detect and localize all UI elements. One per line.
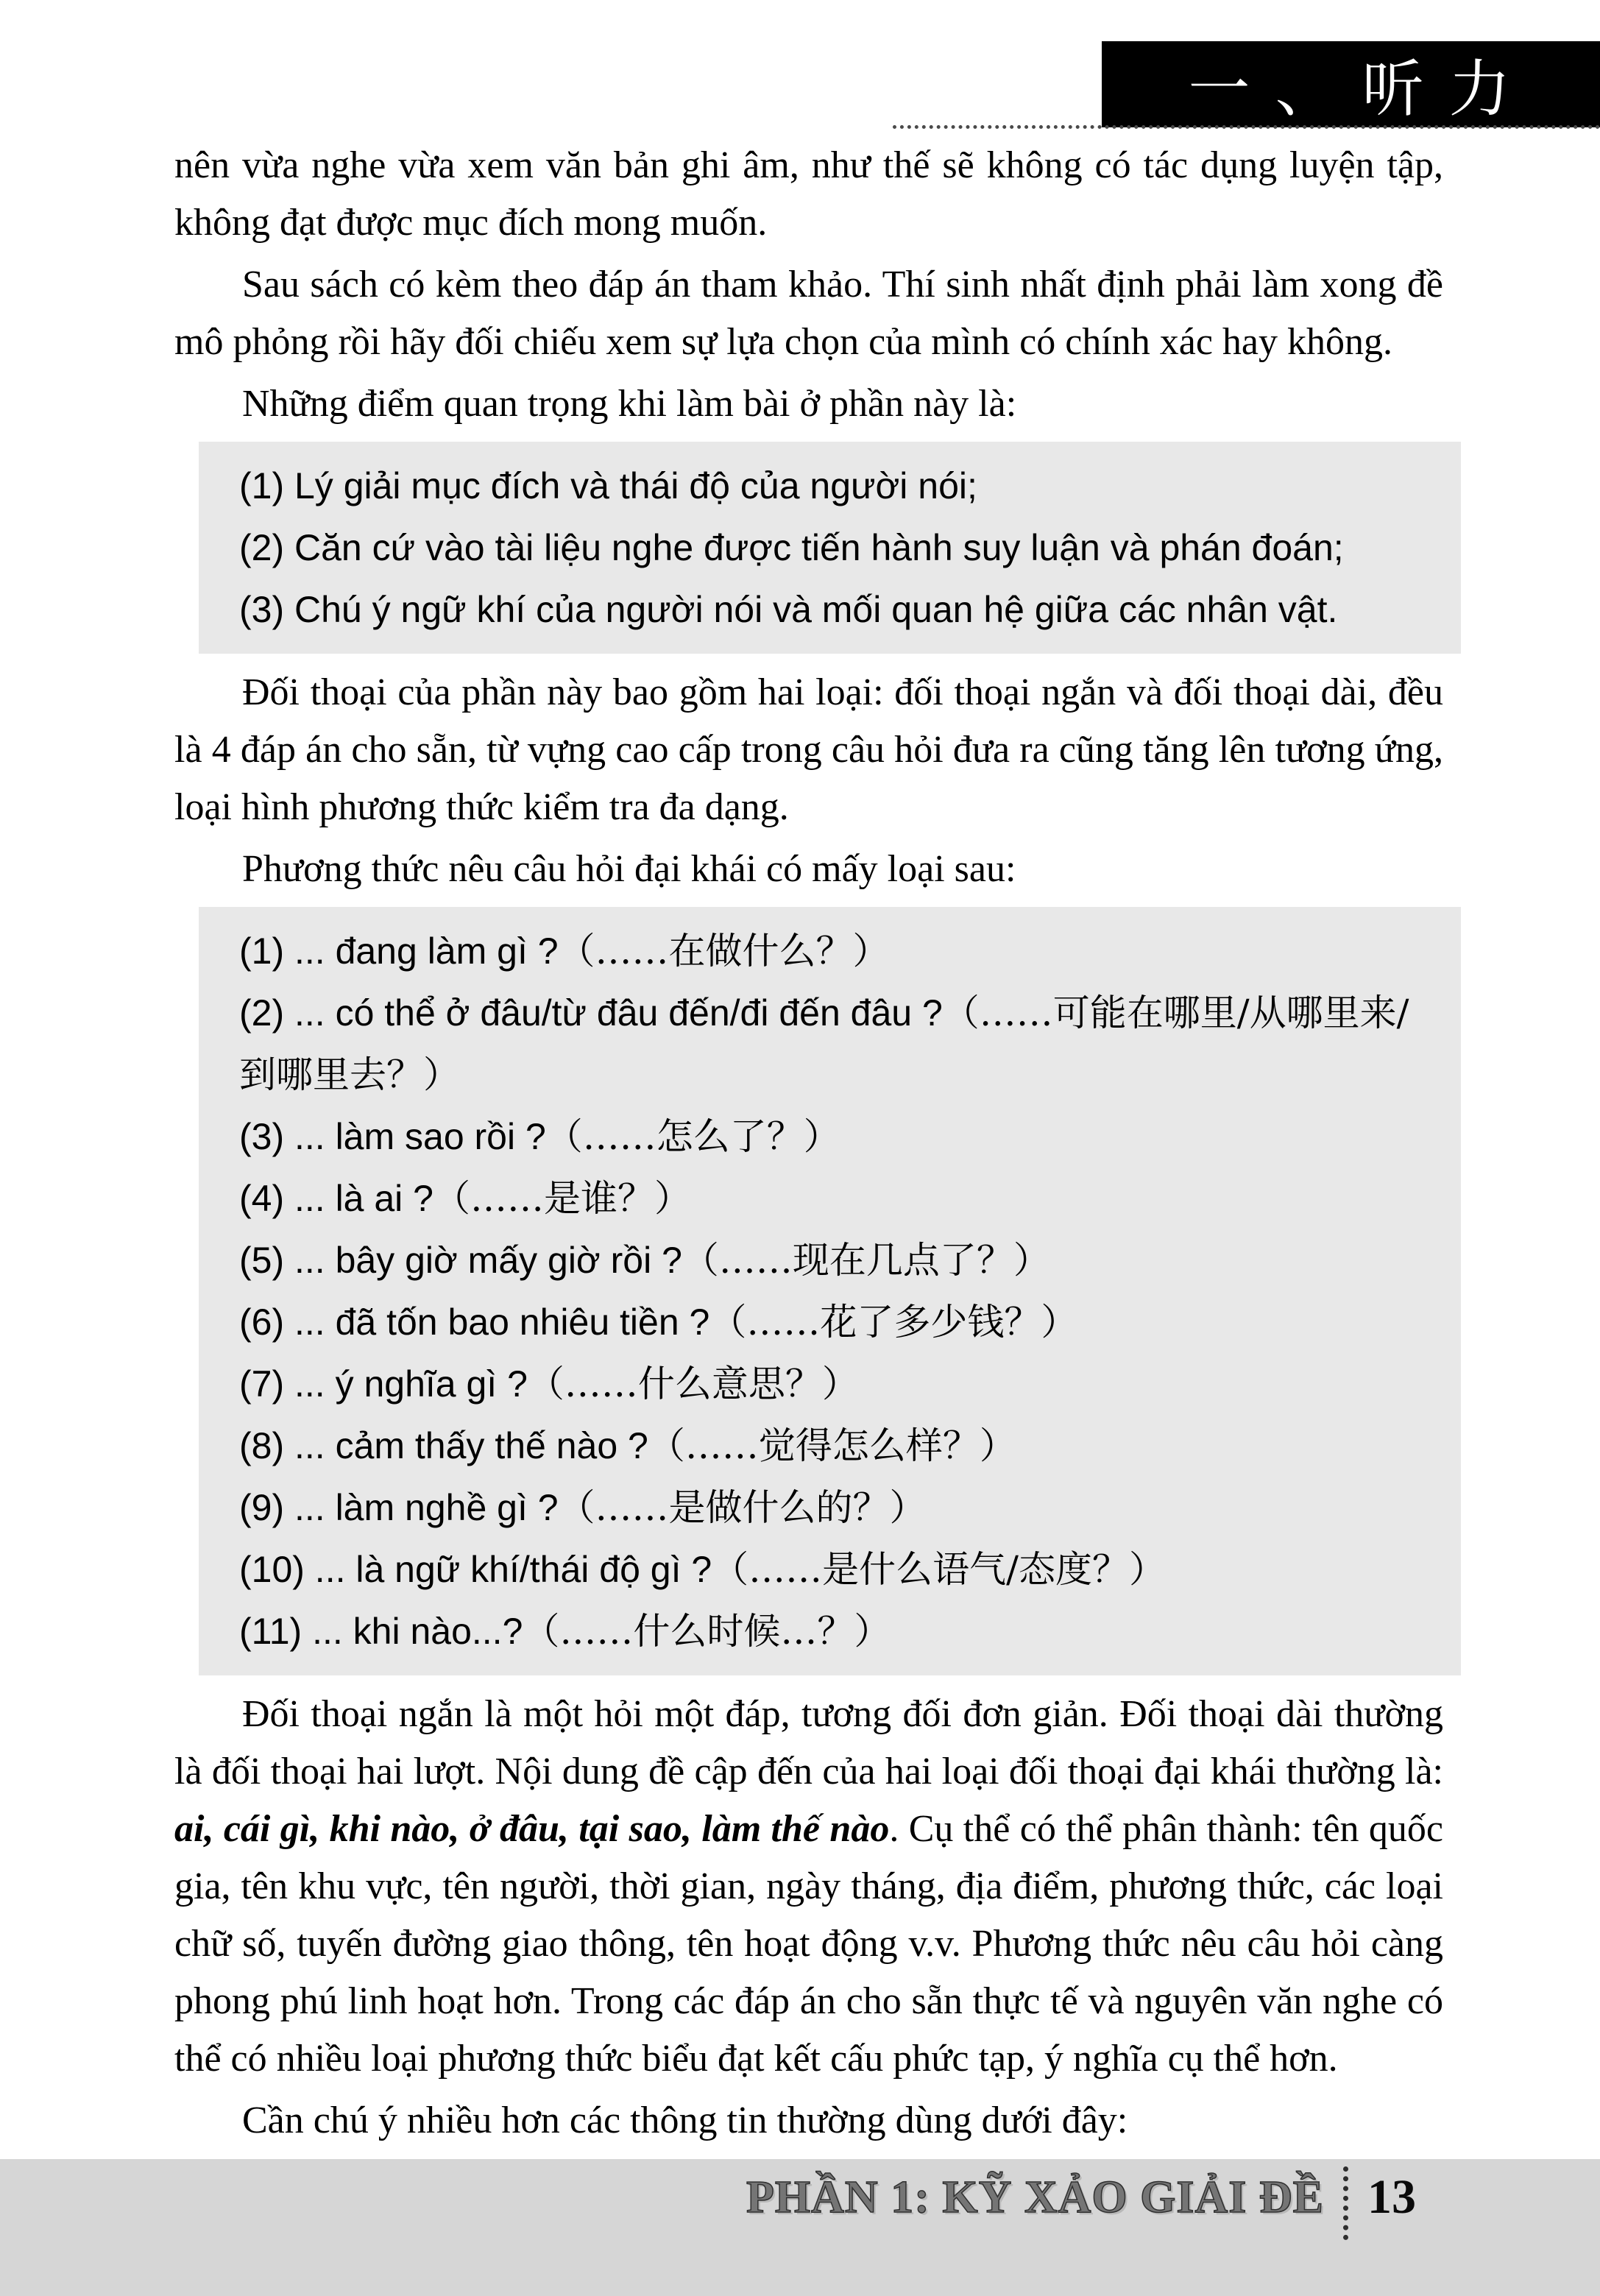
page-number: 13 [1367,2170,1416,2224]
question-type-zh: （……怎么了？） [545,1115,840,1158]
chapter-banner-title: 一、听力 [1188,53,1536,125]
paragraph: Đối thoại của phần này bao gồm hai loại: đối thoại ngắn và đối thoại dài, đều là 4 đáp án cho sẵn, từ vựng cao cấp trong câu hỏi đưa ra cũng tăng lên tương ứng, loại hình phương thức kiểm tra đa dạng. [174,671,1443,828]
page-body [174,137,1443,2154]
header-dotted-rule [893,125,1600,129]
question-type-item [239,1539,1428,1600]
paragraph-continuation: nên vừa nghe vừa xem văn bản ghi âm, như thế sẽ không có tác dụng luyện tập, không đạt được mục đích mong muốn. [174,144,1443,244]
question-type-vi: (1) ... đang làm gì ?（……在做什么？） [239,930,890,972]
paragraph-lead-in: Phương thức nêu câu hỏi đại khái có mấy loại sau: [242,848,1016,890]
footer-dotted-divider [1343,2166,1348,2240]
question-type-vi: (8) ... cảm thấy thế nào ?（……觉得怎么样？） [239,1424,1016,1467]
question-type-vi: (7) ... ý nghĩa gì ?（……什么意思？） [239,1363,859,1405]
question-type-vi: (2) ... có thể ở đâu/từ đâu đến/đi đến đâu ?（……可能在哪里/从哪里来/到哪里去？） [239,992,1409,1096]
question-type-zh: （……觉得怎么样？） [648,1424,1016,1467]
question-type-item [239,1168,1428,1229]
question-type-item [239,1353,1428,1415]
paragraph-lead-in: Cần chú ý nhiều hơn các thông tin thường dùng dưới đây: [242,2099,1128,2141]
paragraph-lead-in: Những điểm quan trọng khi làm bài ở phần này là: [242,383,1017,425]
paragraph [174,1686,1443,2088]
question-type-vi: (10) ... là ngữ khí/thái độ gì ?（……是什么语气/态度？） [239,1548,1167,1591]
question-type-zh: （……是谁？） [433,1177,691,1220]
footer-bar [0,2159,1600,2296]
question-type-zh: （……现在几点了？） [682,1239,1050,1282]
question-type-vi: (9) ... làm nghề gì ?（……是做什么的？） [239,1486,927,1529]
key-point-item: (1) Lý giải mục đích và thái độ của người nói; [239,465,977,506]
question-type-item [239,1291,1428,1353]
question-type-item [239,1477,1428,1539]
highlight-box-question-types [199,907,1461,1675]
highlight-box-key-points [199,442,1461,654]
question-type-item [239,1600,1428,1662]
question-type-zh: （……什么时候…？） [523,1610,891,1653]
paragraph-text: . Cụ thể có thể phân thành: tên quốc gia, tên khu vực, tên người, thời gian, ngày tháng, địa điểm, phương thức, các loại chữ số, tuyến đường giao thông, tên hoạt động v.v. Phương thức nêu câu hỏi càng phong phú linh hoạt hơn. Trong các đáp án cho sẵn thực tế và nguyên văn nghe có thể có nhiều loại phương thức biểu đạt kết cấu phức tạp, ý nghĩa cụ thể hơn. [174,1808,1443,2080]
question-type-vi: (4) ... là ai ?（……是谁？） [239,1177,691,1220]
question-type-zh: （……花了多少钱？） [709,1301,1078,1343]
question-type-item [239,920,1428,982]
question-type-item [239,1229,1428,1291]
question-type-zh: （……可能在哪里/从哪里来/到哪里去？） [239,992,1409,1096]
question-type-zh: （……是做什么的？） [558,1486,927,1529]
paragraph-emphasis: ai, cái gì, khi nào, ở đâu, tại sao, làm thế nào [174,1808,890,1850]
chapter-banner [1102,41,1600,127]
question-type-vi: (11) ... khi nào...?（……什么时候…？） [239,1610,891,1653]
question-type-item [239,1106,1428,1168]
question-type-zh: （……在做什么？） [558,930,890,972]
question-type-item [239,1415,1428,1477]
footer-section-title: PHẦN 1: KỸ XẢO GIẢI ĐỀ [746,2172,1324,2222]
question-type-vi: (3) ... làm sao rồi ?（……怎么了？） [239,1115,840,1158]
question-type-zh: （……是什么语气/态度？） [712,1548,1167,1591]
question-type-zh: （……什么意思？） [527,1363,859,1405]
footer-row [0,2159,1600,2240]
paragraph-text: Đối thoại ngắn là một hỏi một đáp, tương đối đơn giản. Đối thoại dài thường là đối thoại hai lượt. Nội dung đề cập đến của hai loại đối thoại đại khái thường là: [174,1693,1443,1792]
question-type-vi: (5) ... bây giờ mấy giờ rồi ?（……现在几点了？） [239,1239,1050,1282]
question-type-vi: (6) ... đã tốn bao nhiêu tiền ?（……花了多少钱？） [239,1301,1078,1343]
paragraph: Sau sách có kèm theo đáp án tham khảo. Thí sinh nhất định phải làm xong đề mô phỏng rồi hãy đối chiếu xem sự lựa chọn của mình có chính xác hay không. [174,264,1443,363]
key-point-item: (3) Chú ý ngữ khí của người nói và mối quan hệ giữa các nhân vật. [239,589,1338,630]
key-point-item: (2) Căn cứ vào tài liệu nghe được tiến hành suy luận và phán đoán; [239,527,1344,568]
question-type-item [239,982,1428,1106]
